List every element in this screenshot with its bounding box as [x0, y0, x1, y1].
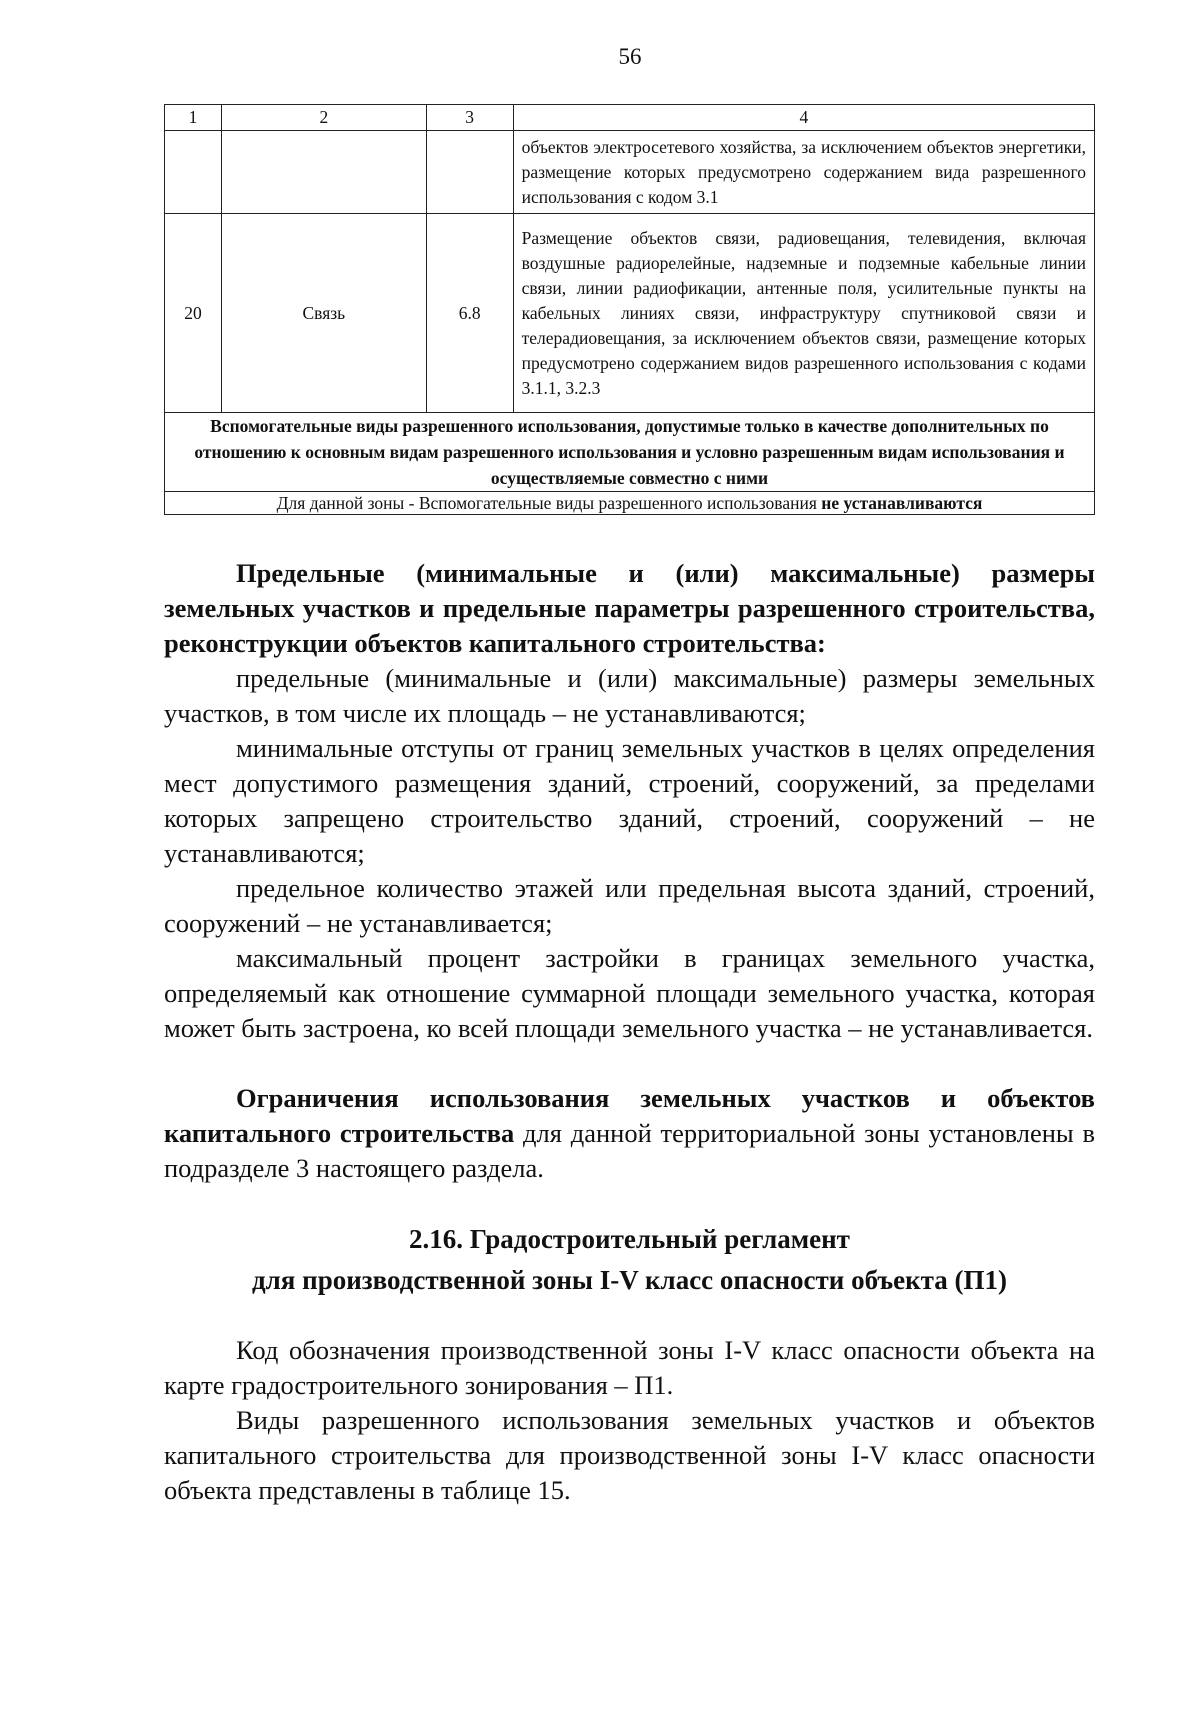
- limits-paragraph: предельные (минимальные и (или) максимальные) размеры земельных участков, в том числе их площадь – не устанавливаются;: [164, 663, 1095, 728]
- table-cell: [165, 131, 222, 214]
- page-number: 56: [618, 44, 642, 69]
- aux-uses-note: [165, 492, 1095, 515]
- table-header-row: [165, 105, 1095, 131]
- aux-note-bold: не устанавливаются: [821, 493, 983, 513]
- table-cell: [426, 131, 513, 214]
- table-header-cell: 3: [426, 105, 513, 131]
- section-paragraph: Код обозначения производственной зоны I-V класс опасности объекта на карте градостроительного зонирования – П1.: [164, 1335, 1095, 1400]
- row-code: 6.8: [426, 214, 513, 413]
- section-title-line1: 2.16. Градостроительный регламент: [409, 1224, 850, 1254]
- limits-paragraph: минимальные отступы от границ земельных участков в целях определения мест допустимого размещения зданий, строений, сооружений, за пределами которых запрещено строительство зданий, строений, сооружений – не устанавливаются;: [164, 733, 1095, 868]
- row-number: 20: [165, 214, 222, 413]
- table-row: [165, 131, 1095, 214]
- limits-paragraph: предельное количество этажей или предельная высота зданий, строений, сооружений – не устанавливается;: [164, 873, 1095, 938]
- aux-note-text: Для данной зоны - Вспомогательные виды разрешенного использования: [276, 493, 822, 513]
- restrictions-text: для данной территориальной зоны установлены в подразделе 3 настоящего раздела.: [164, 1118, 1095, 1183]
- table-cell-description: Размещение объектов связи, радиовещания, телевидения, включая воздушные радиорелейные, надземные и подземные кабельные линии связи, линии радиофикации, антенные поля, усилительные пункты на кабельных линиях связи, инфраструктуру спутниковой связи и телерадиовещания, за исключением объектов связи, размещение которых предусмотрено содержанием видов разрешенного использования с кодами 3.1.1, 3.2.3: [513, 214, 1094, 413]
- table-row: [165, 413, 1095, 492]
- table-header-cell: 4: [513, 105, 1094, 131]
- table-row: [165, 214, 1095, 413]
- table-cell-description: объектов электросетевого хозяйства, за исключением объектов энергетики, размещение которых предусмотрено содержанием вида разрешенного использования с кодом 3.1: [513, 131, 1094, 214]
- section-paragraph: Виды разрешенного использования земельных участков и объектов капитального строительства для производственной зоны I-V класс опасности объекта представлены в таблице 15.: [164, 1405, 1095, 1505]
- table-header-cell: 2: [221, 105, 426, 131]
- table-cell: [221, 131, 426, 214]
- land-use-table: [164, 104, 1095, 515]
- row-name: Связь: [221, 214, 426, 413]
- section-title-line2: для производственной зоны I-V класс опасности объекта (П1): [252, 1265, 1007, 1295]
- restrictions-bold: Ограничения использования земельных участков и объектов капитального строительства: [164, 1083, 1095, 1148]
- limits-paragraph: максимальный процент застройки в границах земельного участка, определяемый как отношение суммарной площади земельного участка, которая может быть застроена, ко всей площади земельного участка – не устанавливается.: [164, 943, 1095, 1043]
- restrictions-paragraph: [164, 1081, 1095, 1186]
- aux-uses-header: Вспомогательные виды разрешенного использования, допустимые только в качестве дополнительных по отношению к основным видам разрешенного использования и условно разрешенным видам использования и осуществляемые совместно с ними: [165, 413, 1095, 492]
- table-row: [165, 492, 1095, 515]
- limits-heading: Предельные (минимальные и (или) максимальные) размеры земельных участков и предельные параметры разрешенного строительства, реконструкции объектов капитального строительства:: [164, 558, 1095, 658]
- table-header-cell: 1: [165, 105, 222, 131]
